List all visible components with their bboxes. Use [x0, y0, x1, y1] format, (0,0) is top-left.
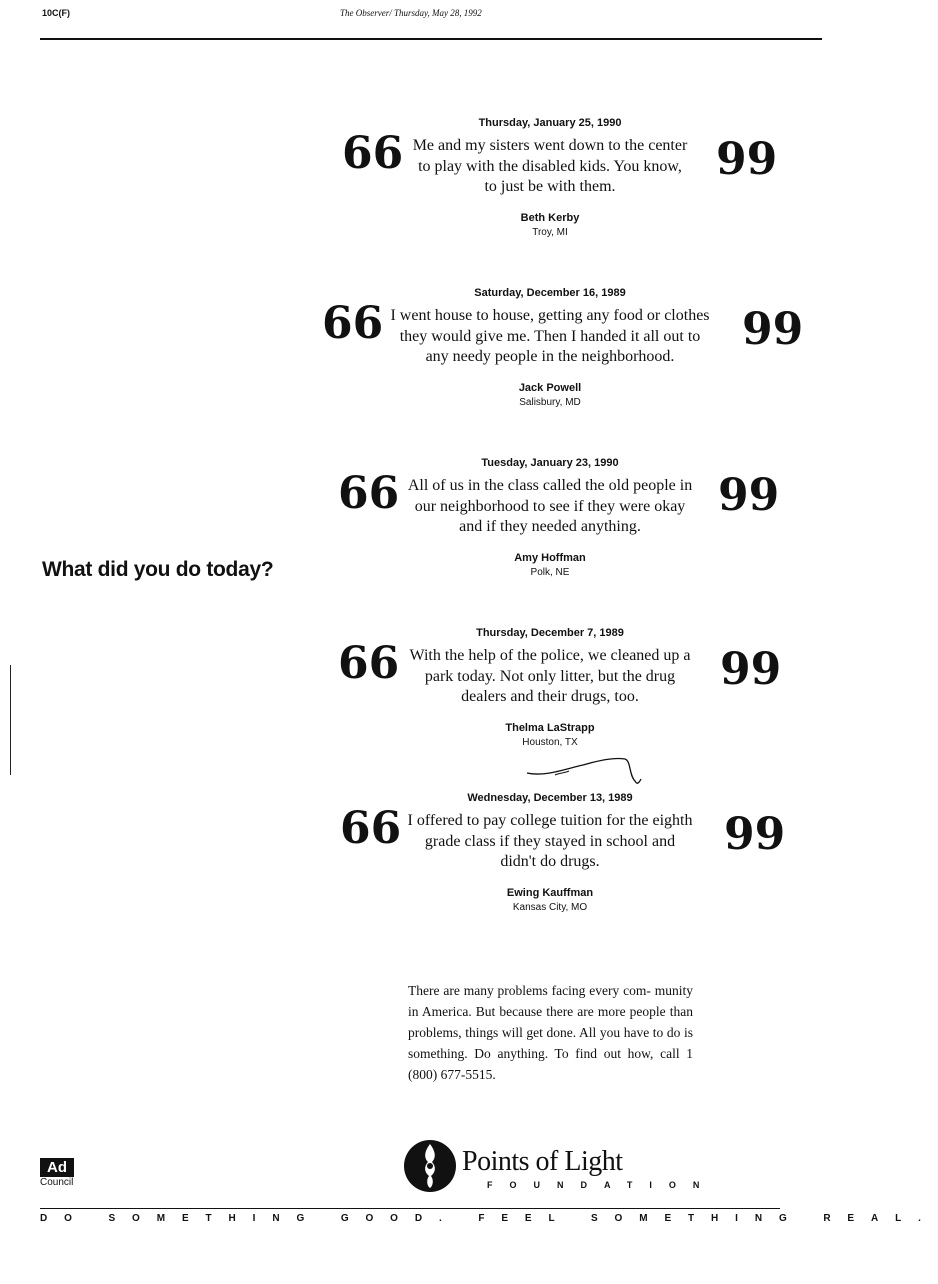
publication-line: The Observer/ Thursday, May 28, 1992 — [340, 8, 482, 18]
quote-line: didn't do drugs. — [500, 853, 600, 870]
quote-line: to just be with them. — [484, 178, 616, 195]
open-quote-icon: 66 — [338, 468, 400, 519]
open-quote-icon: 66 — [338, 638, 400, 689]
points-of-light-subtitle: FOUNDATION — [487, 1180, 717, 1190]
ad-council-mark: Ad — [40, 1158, 74, 1177]
quote-line: our neighborhood to see if they were okay — [414, 497, 686, 515]
quote-line: dealers and their drugs, too. — [461, 688, 639, 705]
testimonial-2 — [310, 287, 804, 408]
points-of-light-name: Points of Light — [462, 1146, 623, 1177]
points-of-light-emblem-icon — [402, 1138, 458, 1194]
headline: What did you do today? — [42, 558, 274, 581]
testimonial-location: Salisbury, MD — [519, 396, 581, 408]
tagline: DO SOMETHING GOOD. FEEL SOMETHING REAL. — [40, 1213, 938, 1224]
closing-paragraph: There are many problems facing every com- munity in America. But because there are more people than problems, things will get done. All you have to do is something. Do anything. To find out how, call 1 (800) 677-5515. — [408, 983, 693, 1082]
quote-line: I offered to pay college tuition for the eighth — [407, 812, 693, 829]
quote-line: I went house to house, getting any food or clothes — [390, 307, 710, 324]
testimonial-date: Tuesday, January 23, 1990 — [481, 457, 619, 469]
testimonial-quote — [310, 468, 790, 538]
testimonial-date: Saturday, December 16, 1989 — [474, 287, 626, 299]
testimonial-date: Thursday, December 7, 1989 — [476, 627, 624, 639]
testimonial-name: Amy Hoffman — [514, 551, 586, 564]
bottom-rule — [40, 1208, 780, 1209]
open-quote-icon: 66 — [340, 803, 402, 854]
testimonial-date: Wednesday, December 13, 1989 — [467, 792, 633, 804]
ad-council-logo — [40, 1158, 74, 1188]
quote-line: to play with the disabled kids. You know, — [418, 157, 682, 175]
quote-line: and if they needed anything. — [459, 518, 641, 535]
section-label: 10C(F) — [42, 8, 71, 18]
testimonial-date: Thursday, January 25, 1990 — [478, 117, 622, 129]
signature-scribble — [525, 755, 645, 795]
margin-mark — [10, 665, 11, 775]
testimonial-location: Kansas City, MO — [512, 901, 588, 913]
open-quote-icon: 66 — [342, 128, 404, 179]
open-quote-icon: 66 — [322, 298, 384, 349]
quote-line: With the help of the police, we cleaned up a — [409, 647, 691, 664]
quote-line: they would give me. Then I handed it all out to — [399, 327, 701, 345]
testimonial-name: Ewing Kauffman — [506, 886, 594, 899]
testimonial-quote — [310, 638, 790, 708]
testimonial-quote — [310, 298, 804, 368]
quote-line: Me and my sisters went down to the center — [412, 137, 688, 154]
testimonial-name: Jack Powell — [518, 381, 582, 394]
testimonial-location: Troy, MI — [532, 226, 568, 238]
close-quote-icon: 99 — [718, 470, 780, 521]
testimonial-location: Polk, NE — [530, 566, 570, 578]
testimonial-name: Beth Kerby — [520, 211, 580, 224]
close-quote-icon: 99 — [720, 644, 782, 695]
points-of-light-logo — [402, 1138, 717, 1198]
close-quote-icon: 99 — [724, 809, 786, 860]
quote-line: park today. Not only litter, but the drug — [424, 667, 676, 685]
testimonial-3 — [310, 457, 790, 578]
quote-line: grade class if they stayed in school and — [424, 832, 676, 850]
top-rule — [40, 38, 822, 40]
ad-council-label: Council — [40, 1177, 74, 1188]
testimonial-name: Thelma LaStrapp — [505, 721, 595, 734]
quote-line: any needy people in the neighborhood. — [425, 348, 675, 365]
testimonial-location: Houston, TX — [522, 736, 578, 748]
testimonial-5 — [310, 792, 790, 913]
testimonial-quote — [310, 803, 790, 873]
close-quote-icon: 99 — [742, 304, 804, 355]
close-quote-icon: 99 — [716, 134, 778, 185]
testimonial-4 — [310, 627, 790, 748]
quote-line: All of us in the class called the old people in — [407, 477, 693, 494]
testimonial-1 — [310, 117, 790, 238]
testimonial-quote — [310, 128, 790, 198]
